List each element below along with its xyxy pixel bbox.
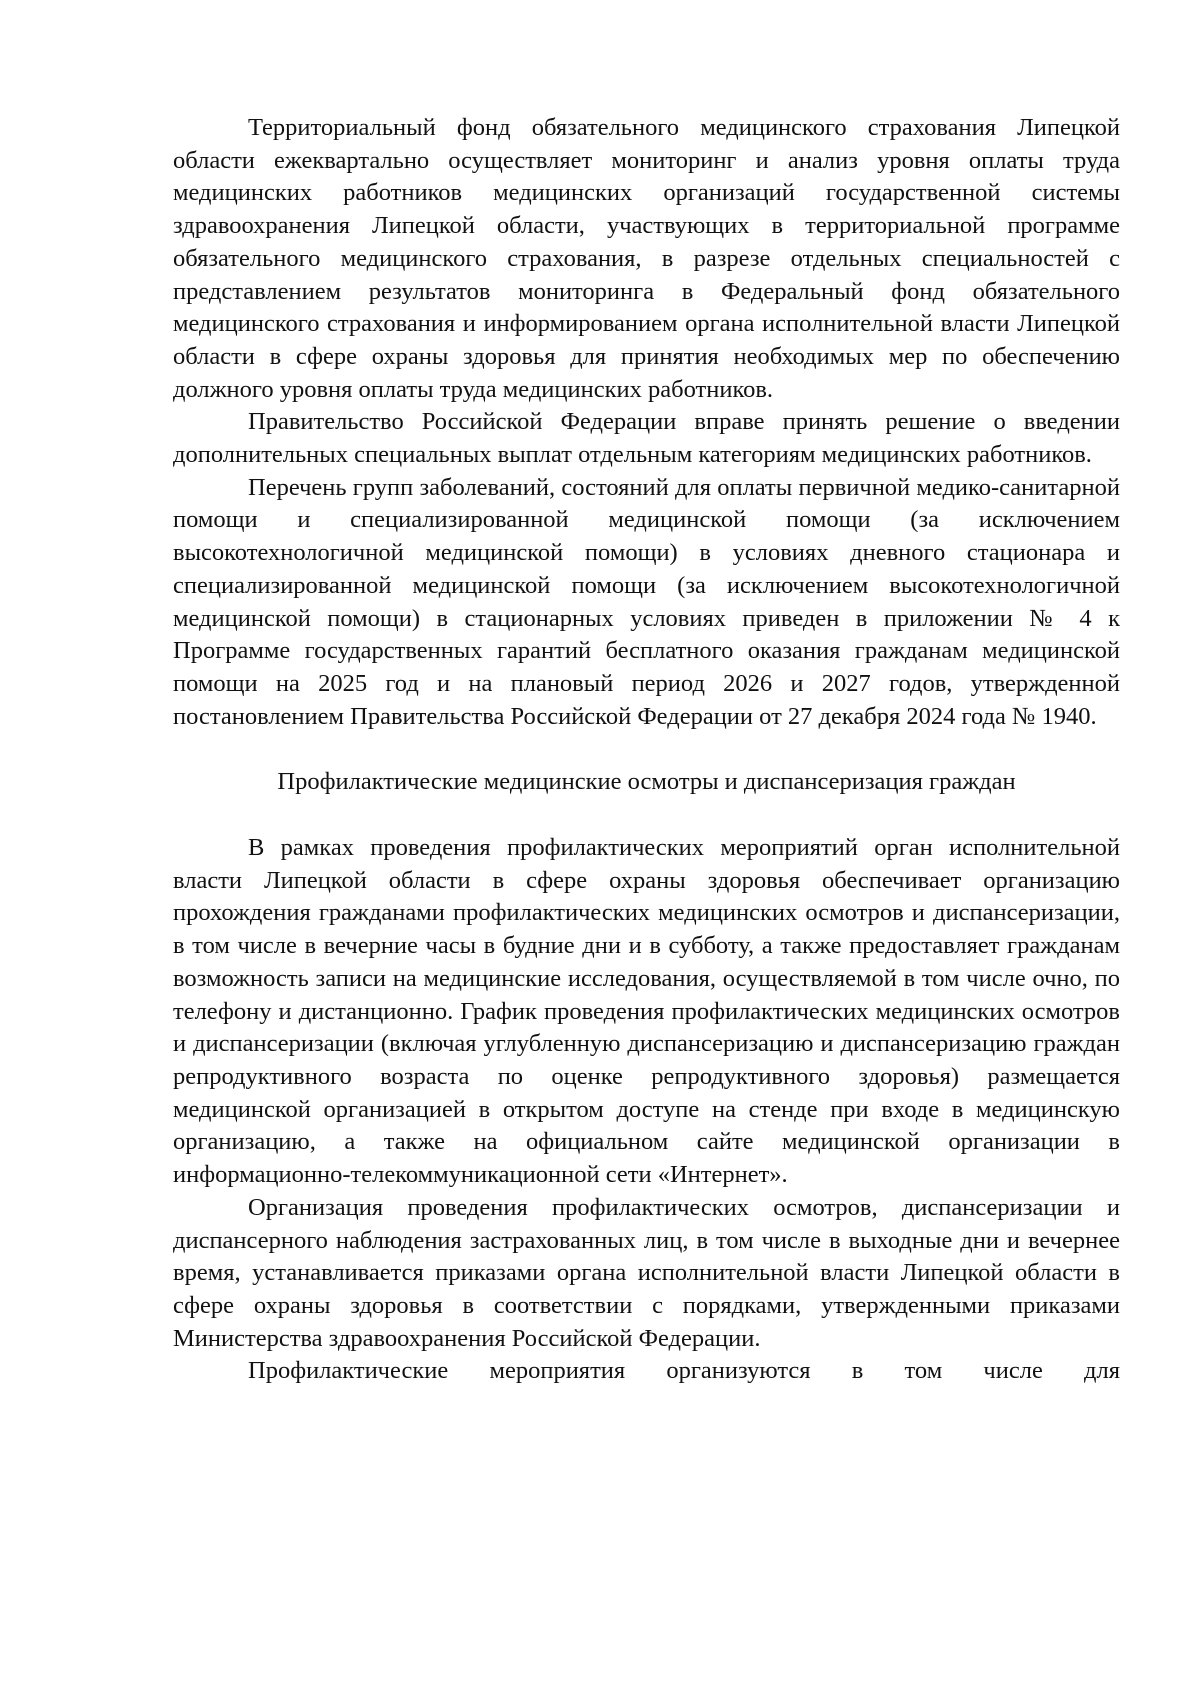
paragraph-government-payments: Правительство Российской Федерации вправе принять решение о введении дополнительных специальных выплат отдельным категориям медицинских работников. bbox=[173, 408, 1120, 469]
document-page bbox=[173, 112, 1120, 1388]
paragraph-organization: Организация проведения профилактических осмотров, диспансеризации и диспансерного наблюдения застрахованных лиц, в том числе в выходные дни и вечернее время, устанавливается приказами органа исполнительной власти Липецкой области в сфере охраны здоровья в соответствии с порядками, утвержденными приказами Министерства здравоохранения Российской Федерации. bbox=[173, 1193, 1120, 1352]
paragraph-disease-groups: Перечень групп заболеваний, состояний для оплаты первичной медико-санитарной помощи и специализированной медицинской помощи (за исключением высокотехнологичной медицинской помощи) в условиях дневного стационара и специализированной медицинской помощи (за исключением высокотехнологичной медицинской помощи) в стационарных условиях приведен в приложении № 4 к Программе государственных гарантий бесплатного оказания гражданам медицинской помощи на 2025 год и на плановый период 2026 и 2027 годов, утвержденной постановлением Правительства Российской Федерации от 27 декабря 2024 года № 1940. bbox=[173, 473, 1120, 730]
paragraph-tfoms-monitoring: Территориальный фонд обязательного медицинского страхования Липецкой области ежеквартально осуществляет мониторинг и анализ уровня оплаты труда медицинских работников медицинских организаций государственной системы здравоохранения Липецкой области, участвующих в территориальной программе обязательного медицинского страхования, в разрезе отдельных специальностей с представлением результатов мониторинга в Федеральный фонд обязательного медицинского страхования и информированием органа исполнительной власти Липецкой области в сфере охраны здоровья для принятия необходимых мер по обеспечению должного уровня оплаты труда медицинских работников. bbox=[173, 114, 1120, 403]
section-heading: Профилактические медицинские осмотры и диспансеризация граждан bbox=[277, 768, 1016, 796]
paragraph-preventive-continued: Профилактические мероприятия организуются в том числе для bbox=[248, 1357, 1120, 1385]
paragraph-preventive-measures: В рамках проведения профилактических мероприятий орган исполнительной власти Липецкой области в сфере охраны здоровья обеспечивает организацию прохождения гражданами профилактических медицинских осмотров и диспансеризации, в том числе в вечерние часы в будние дни и в субботу, а также предоставляет гражданам возможность записи на медицинские исследования, осуществляемой в том числе очно, по телефону и дистанционно. График проведения профилактических медицинских осмотров и диспансеризации (включая углубленную диспансеризацию и диспансеризацию граждан репродуктивного возраста по оценке репродуктивного здоровья) размещается медицинской организацией в открытом доступе на стенде при входе в медицинскую организацию, а также на официальном сайте медицинской организации в информационно-телекоммуникационной сети «Интернет». bbox=[173, 834, 1120, 1189]
